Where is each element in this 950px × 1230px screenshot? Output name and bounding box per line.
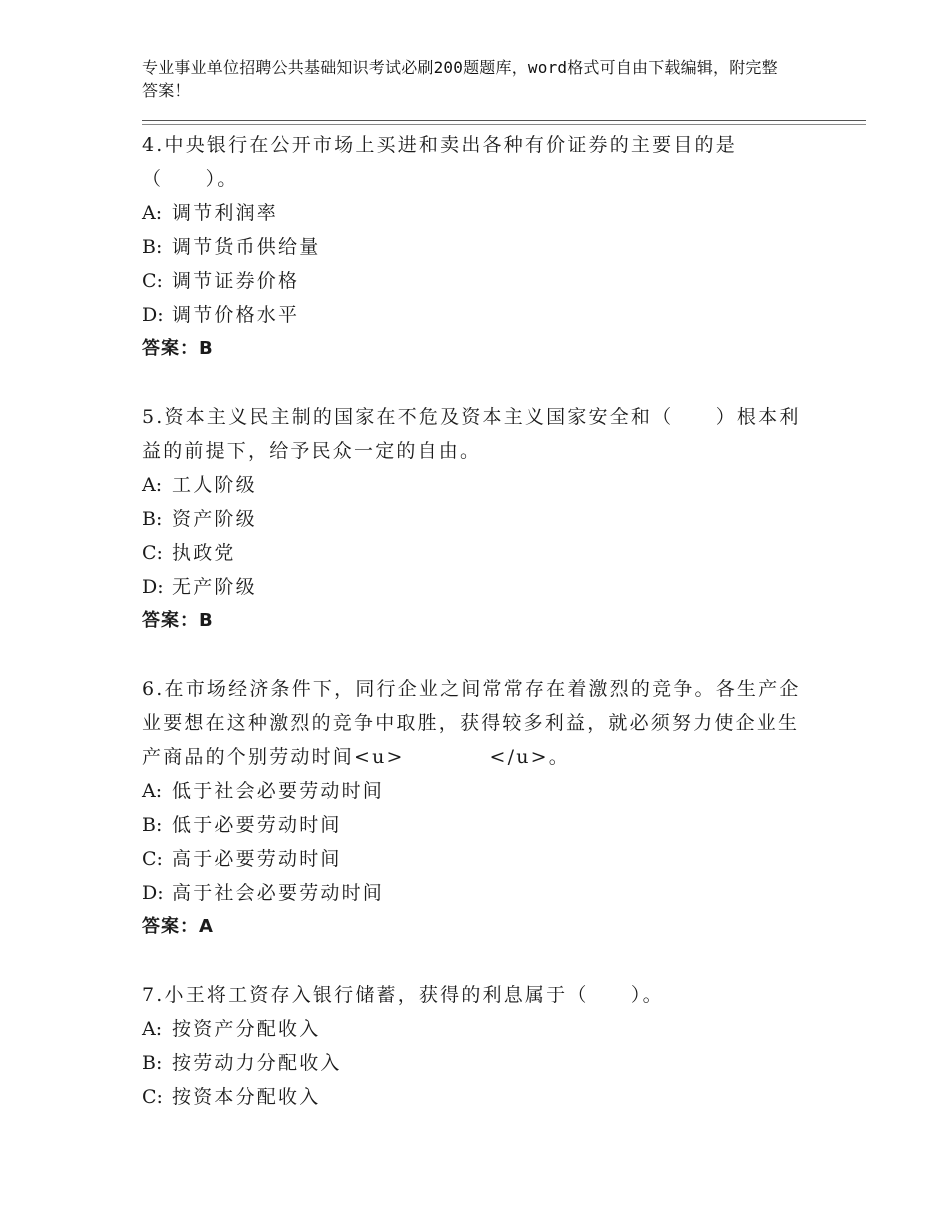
question-stem: 7.小王将工资存入银行储蓄，获得的利息属于（ ）。 (142, 984, 664, 1006)
option-letter: B: (142, 814, 163, 836)
option-text: 高于必要劳动时间 (172, 848, 342, 870)
option-text: 按劳动力分配收入 (172, 1052, 342, 1074)
question-5 (142, 400, 802, 638)
option-letter: A: (142, 202, 163, 224)
option-a (142, 196, 802, 230)
option-text: 按资产分配收入 (172, 1018, 321, 1040)
option-c (142, 264, 802, 298)
option-letter: A: (142, 1018, 163, 1040)
option-b (142, 230, 802, 264)
header-divider (142, 120, 866, 121)
question-list (142, 128, 802, 1114)
option-text: 无产阶级 (172, 576, 257, 598)
option-letter: C: (142, 848, 163, 870)
question-stem: 4.中央银行在公开市场上买进和卖出各种有价证券的主要目的是（ ）。 (142, 134, 737, 190)
option-letter: C: (142, 542, 163, 564)
option-letter: B: (142, 236, 163, 258)
option-text: 低于必要劳动时间 (172, 814, 342, 836)
option-text: 资产阶级 (172, 508, 257, 530)
option-b (142, 808, 802, 842)
option-c (142, 842, 802, 876)
answer-line: 答案：A (142, 916, 214, 937)
question-4 (142, 128, 802, 366)
option-c (142, 536, 802, 570)
option-text: 调节利润率 (172, 202, 279, 224)
option-d (142, 570, 802, 604)
option-b (142, 502, 802, 536)
option-text: 工人阶级 (172, 474, 257, 496)
option-text: 调节货币供给量 (172, 236, 321, 258)
option-text: 调节价格水平 (172, 304, 300, 326)
question-stem: 5.资本主义民主制的国家在不危及资本主义国家安全和（ ）根本利益的前提下，给予民众一定的自由。 (142, 406, 801, 462)
document-header: 专业事业单位招聘公共基础知识考试必刷200题题库，word格式可自由下载编辑，附完整答案！ (142, 58, 778, 100)
option-a (142, 1012, 802, 1046)
option-letter: A: (142, 474, 163, 496)
header-divider-secondary (142, 124, 866, 125)
question-stem: 6.在市场经济条件下，同行企业之间常常存在着激烈的竞争。各生产企业要想在这种激烈的竞争中取胜，获得较多利益，就必须努力使企业生产商品的个别劳动时间<u> </u>。 (142, 678, 801, 768)
question-6 (142, 672, 802, 944)
option-letter: D: (142, 576, 164, 598)
option-text: 低于社会必要劳动时间 (172, 780, 385, 802)
option-a (142, 774, 802, 808)
option-text: 执政党 (172, 542, 236, 564)
option-text: 按资本分配收入 (172, 1086, 321, 1108)
option-letter: C: (142, 1086, 163, 1108)
answer-line: 答案：B (142, 610, 214, 631)
option-letter: D: (142, 304, 164, 326)
question-spacer (142, 944, 802, 978)
option-d (142, 298, 802, 332)
answer-line: 答案：B (142, 338, 214, 359)
option-text: 高于社会必要劳动时间 (172, 882, 385, 904)
option-d (142, 876, 802, 910)
option-letter: D: (142, 882, 164, 904)
option-letter: B: (142, 508, 163, 530)
question-spacer (142, 638, 802, 672)
question-7 (142, 978, 802, 1114)
option-text: 调节证券价格 (172, 270, 300, 292)
option-letter: C: (142, 270, 163, 292)
question-spacer (142, 366, 802, 400)
option-b (142, 1046, 802, 1080)
option-c (142, 1080, 802, 1114)
option-a (142, 468, 802, 502)
option-letter: B: (142, 1052, 163, 1074)
option-letter: A: (142, 780, 163, 802)
